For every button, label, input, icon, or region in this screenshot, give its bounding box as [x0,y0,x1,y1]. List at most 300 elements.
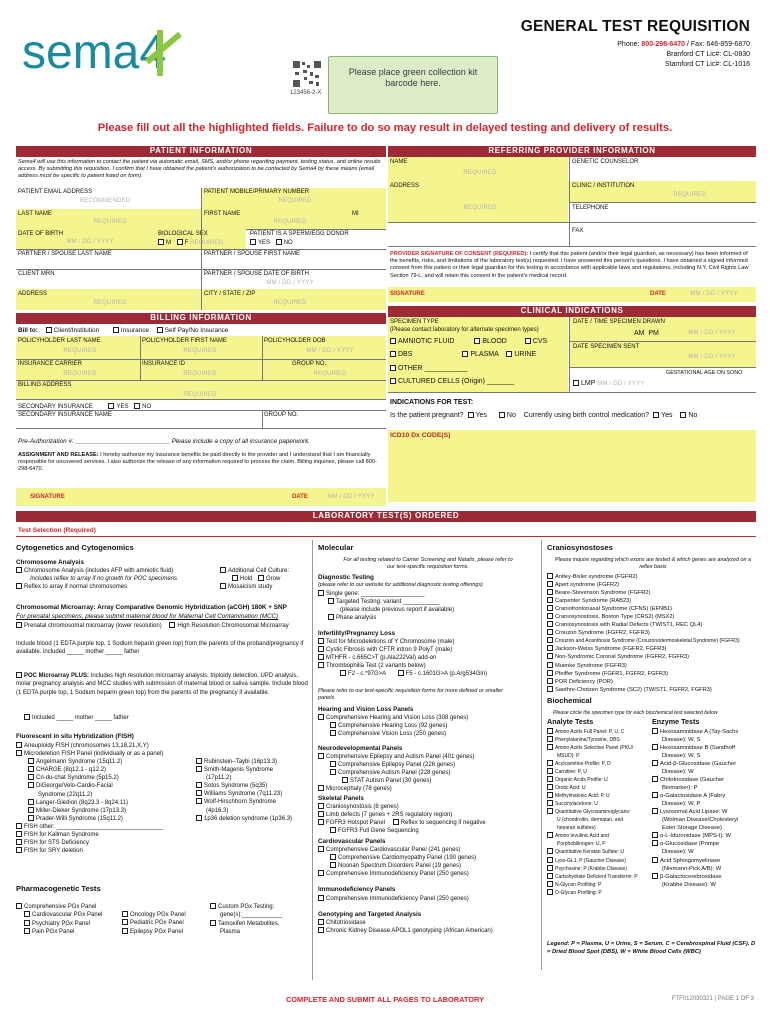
analyte-item [547,848,638,856]
analyte-label: Phenylalanine/Tyrosine, DBS [555,737,620,744]
birth-no-checkbox[interactable] [680,412,686,418]
lmp-checkbox[interactable] [573,380,579,386]
sk-checkbox[interactable] [318,803,324,809]
amniotic-checkbox[interactable] [390,338,396,344]
provider-address-label: ADDRESS [390,183,420,189]
nd-list [318,753,474,793]
infert-checkbox[interactable] [318,654,324,660]
analyte-checkbox[interactable] [547,848,553,854]
cultured-checkbox[interactable] [390,378,396,384]
enzyme-item [652,824,738,832]
analyte-item [547,776,638,784]
clinical-indications-header: CLINICAL INDICATIONS [388,306,756,317]
urine-checkbox[interactable] [506,351,512,357]
enzyme-label: (Niemann-Pick A/B): W [662,865,722,872]
preauth-line[interactable]: Pre-Authorization #: ___________________________ Please include a copy of all insurance paperwork. [18,438,310,445]
analyte-checkbox[interactable] [547,857,553,863]
analyte-label: O-Glycan Profiling: P [555,889,602,896]
patient-mobile-label: PATIENT MOBILE/PRIMARY NUMBER [204,189,310,195]
provider-name-field[interactable] [388,157,568,181]
f5: F5 - c.1601G>A (p.Arg534Gln) [405,671,488,677]
targeted-checkbox[interactable] [328,598,334,604]
secondary-no-checkbox[interactable] [134,403,140,409]
ca-checkbox[interactable] [16,567,22,573]
cv-checkbox[interactable] [318,846,324,852]
birth-yes-checkbox[interactable] [653,412,659,418]
cranio-checkbox[interactable] [547,629,553,635]
phase: Phase analysis [336,615,377,621]
analyte-item [547,736,638,744]
sex-m-checkbox[interactable] [158,239,164,245]
fish-checkbox[interactable] [196,758,202,764]
fish-checkbox[interactable] [196,782,202,788]
fax-number: / Fax: 646-859-6870 [686,41,750,48]
donor-options [250,239,293,247]
cma-high-checkbox[interactable] [169,622,175,628]
diagnostic-list [318,590,454,622]
fish-sts-checkbox[interactable] [16,839,22,845]
cv-item: Comprehensive Cardiovascular Panel (241 genes) [326,847,461,853]
sk-reflex-checkbox[interactable] [393,819,399,825]
donor-no-checkbox[interactable] [276,239,282,245]
cranio-checkbox[interactable] [547,597,553,603]
enzyme-checkbox[interactable] [652,792,658,798]
analyte-label: Organic Acids Profile: U [555,777,608,784]
form-code: FTF012030321 [671,996,713,1002]
provider-address-ph: REQUIRED [463,205,497,211]
cranio-item: Pfeiffer Syndrome (FGFR1, FGFR2, FGFR3) [555,670,669,677]
license-stamford: Stamford CT Lic#: CL-1016 [664,61,750,68]
infert-item: Thrombophilia Test (2 variants below) [326,663,426,669]
cranio-item: Crouzon Syndrome (FGFR2, FGFR3) [555,630,650,637]
poc-checkbox[interactable] [16,672,22,678]
enzyme-item [652,792,738,800]
enzyme-item [652,776,738,784]
molecular-title: Molecular [318,543,354,552]
analyte-label: Psychosine: P (Krabbe Disease) [555,865,627,872]
cranio-checkbox[interactable] [547,637,553,643]
pgx-genes[interactable]: gene(s):____________ [220,912,283,919]
pregnant-yes: Yes [475,412,487,419]
bill-selfpay-checkbox[interactable] [157,327,163,333]
highlight-banner: Please fill out all the highlighted fields. Failure to do so may result in delayed testing and delivery of results. [97,122,673,134]
nd-item: Microcephaly (78 genes) [326,786,392,792]
grow-checkbox[interactable] [258,575,264,581]
cranio-checkbox[interactable] [547,621,553,627]
hv-checkbox[interactable] [318,714,324,720]
cvs-label: CVS [532,338,548,345]
dbs-checkbox[interactable] [390,351,396,357]
cranio-checkbox[interactable] [547,613,553,619]
cranio-title: Craniosynostoses [547,543,613,552]
cranio-checkbox[interactable] [547,645,553,651]
cranio-checkbox[interactable] [547,678,553,684]
gt-checkbox[interactable] [318,927,324,933]
sex-label: BIOLOGICAL SEX [158,231,208,237]
analyte-item [547,784,638,792]
icd10-field[interactable] [388,430,756,502]
analyte-label: Quantitative Keratan Sulfate: U [555,849,624,856]
pregnant-no-checkbox[interactable] [499,412,505,418]
analyte-checkbox[interactable] [547,832,553,838]
hold-checkbox[interactable] [232,575,238,581]
fish-checkbox[interactable] [28,758,34,764]
analyte-label: Methylmalonic Acid: P, U [555,793,610,800]
enzyme-checkbox[interactable] [652,760,658,766]
blood-checkbox[interactable] [474,338,480,344]
pm-label[interactable]: PM [648,330,659,337]
pgx-item: Psychiatry PGx Panel [32,920,91,927]
enzyme-label: Hexosaminidase A (Tay-Sachs [660,729,739,735]
client-mrn-label: CLIENT MRN [18,271,55,277]
fish-sts: FISH for STS Deficiency [24,840,90,847]
secondary-name-label: SECONDARY INSURANCE NAME [18,412,112,418]
analyte-checkbox[interactable] [547,784,553,790]
analyte-checkbox[interactable] [547,792,553,798]
hv-item: Comprehensive Hearing Loss (92 genes) [338,723,448,729]
pgx-checkbox[interactable] [24,911,30,917]
analyte-checkbox[interactable] [547,881,553,887]
specimen-type-label: SPECIMEN TYPE [390,319,439,325]
lmp-label: LMP [581,380,596,387]
pgx-title: Pharmacogenetic Tests [16,884,101,893]
ca-reflex-checkbox[interactable] [16,583,22,589]
cranio-checkbox[interactable] [547,653,553,659]
fish-kallman-checkbox[interactable] [16,831,22,837]
sex-placeholder: REQUIRED [190,240,224,246]
other-checkbox[interactable] [390,365,396,371]
nd-checkbox[interactable] [342,777,348,783]
analyte-item [547,881,638,889]
genotyping-title: Genotyping and Targeted Analysis [318,911,422,918]
targeted: Targeted Testing: variant ___________ [336,599,440,605]
cv-checkbox[interactable] [330,862,336,868]
pregnancy-question [390,412,697,420]
sk-item: FGFR3 Full Gene Sequencing [338,828,419,834]
cranio-checkbox[interactable] [547,670,553,676]
targeted-note: (please include previous report if available) [340,607,455,613]
dob-label: DATE OF BIRTH [18,231,64,237]
fish-checkbox[interactable] [196,790,202,796]
analyte-label: Acylcarnitine Profile: P, D [555,761,611,768]
specimen-row-4 [390,378,514,386]
fish-title: Fluorescent in situ Hybridization (FISH) [16,733,134,740]
pgx-checkbox[interactable] [122,919,128,925]
enzyme-label: Disease): W, P [662,801,701,808]
enzyme-checkbox[interactable] [652,873,658,879]
billing-signature-label: SIGNATURE [30,494,65,500]
fish-item: Microdeletion FISH Panel (individually or as a panel) [24,751,164,758]
carrier-ph: REQUIRED [63,371,97,377]
collection-kit-box[interactable] [328,56,498,114]
insurance-id-ph: REQUIRED [183,371,217,377]
secondary-yes-checkbox[interactable] [108,403,114,409]
sk-item: Limb defects (7 genes + 2RS regulatory region) [326,812,453,818]
cranio-checkbox[interactable] [547,589,553,595]
pregnant-yes-checkbox[interactable] [468,412,474,418]
immuno-title: Immunodeficiency Panels [318,886,396,893]
city-label: CITY / STATE / ZIP [204,291,256,297]
hv-list [318,714,468,738]
pgx-item: Oncology PGx Panel [130,912,186,918]
address-label: ADDRESS [18,291,48,297]
cvs-checkbox[interactable] [525,338,531,344]
poc-text: Includes high resolution microarray analysis, triploidy detection, UPD analysis, molar pregnancy analysis and MCC studies with submission of maternal blood or saliva sample. Include blood (1 EDTA purple top, 1 Sodium heparin green top) from the parents of the pregnancy if available. [16,673,308,696]
analyte-checkbox[interactable] [547,744,553,750]
gt-item: Chronic Kidney Disease APOL1 genotyping (African American) [326,928,493,934]
genetic-counselor-label: GENETIC COUNSELOR [572,159,639,165]
specimen-row-2 [390,351,536,359]
enzyme-label: Ester Storage Disease) [662,825,722,832]
pgx-item: Pain PGx Panel [32,928,75,935]
cma-prenatal-checkbox[interactable] [16,622,22,628]
analyte-checkbox[interactable] [547,768,553,774]
analyte-label: Amino Acids Selective Panel (PKU/ [555,745,634,752]
imm-checkbox[interactable] [318,895,324,901]
pgx-custom-checkbox[interactable] [210,903,216,909]
provider-date-ph: MM / DD / YYYY [690,291,738,297]
donor-label: PATIENT IS A SPERM/EGG DONOR [250,231,349,237]
analyte-item [547,752,638,760]
enzyme-label: Acid-β-Glucosidase (Gaucher [660,761,737,768]
addl-culture-checkbox[interactable] [220,567,226,573]
pgx-tamoxifen: Tamoxifen Metabolites, [218,920,280,927]
pgx-checkbox[interactable] [122,911,128,917]
analyte-checkbox[interactable] [547,865,553,871]
patient-email-placeholder[interactable]: RECOMMENDED [79,198,131,204]
policyholder-dob-ph: MM / DD / YYYY [306,348,354,354]
am-label[interactable]: AM [634,330,645,337]
fish-item-cont: (17p11.2) [206,775,232,782]
imm-item: Comprehensive Immunodeficiency Panel (250 genes) [326,896,469,902]
enzyme-label: Disease): W, S [662,753,701,760]
f2-checkbox[interactable] [340,670,346,676]
enzyme-checkbox[interactable] [652,744,658,750]
logo-text: sema4 [22,26,167,79]
biochem-legend: Legend: P = Plasma, U = Urine, S = Serum, C = Cerebrospinal Fluid (CSF), D = Dried Blood Spot (DBS), W = White Blood Cells (WBC) [547,941,756,955]
doc-title: GENERAL TEST REQUISITION [520,18,750,35]
cranio-list [547,573,740,694]
license-branford: Branford CT Lic#: CL-0830 [666,51,750,58]
fish-checkbox[interactable] [16,750,22,756]
molecular-note: For all testing related to Carrier Screening and Natalis, please refer to our test-specific requisition forms. [343,557,513,570]
patient-email-label: PATIENT EMAIL ADDRESS [18,189,93,195]
fish-item: 1p36 deletion syndrome (1p36.3) [204,815,293,822]
ca-item: Chromosome Analysis (includes AFP with amniotic fluid) [24,568,174,574]
analyte-checkbox[interactable] [547,873,553,879]
fish-item: DiGeorge/Velo-Cardio-Facial [36,783,113,790]
fish-checkbox[interactable] [196,815,202,821]
analyte-list [547,728,638,897]
billing-address-ph: REQUIRED [183,392,217,398]
fish-checkbox[interactable] [196,798,202,804]
fish-item: CHARGE (8q12.1 - q12.2) [36,767,107,774]
nd-title: Neurodevelopmental Panels [318,745,403,752]
analyte-checkbox[interactable] [547,889,553,895]
last-name-label: LAST NAME [18,211,52,217]
fish-checkbox[interactable] [28,815,34,821]
gt-checkbox[interactable] [318,919,324,925]
cranio-item: Antley-Bixler syndrome (FGFR2) [555,574,638,580]
enzyme-label: α-Galactosidase A (Fabry [660,793,726,800]
nd-checkbox[interactable] [330,761,336,767]
pregnant-question: Is the patient pregnant? [390,412,464,419]
enzyme-label: Biomarker): P [662,785,698,792]
bill-client-checkbox[interactable] [46,327,52,333]
analyte-checkbox[interactable] [547,736,553,742]
cma-included: included [43,649,66,655]
clinic-label: CLINIC / INSTITUTION [572,183,635,189]
hold-label: Hold [240,576,253,583]
pgx-checkbox[interactable] [24,928,30,934]
hv-item: Comprehensive Vision Loss (250 genes) [338,731,446,737]
plasma-checkbox[interactable] [462,351,468,357]
footer-code: FTF012030321 | PAGE 1 OF 3 [671,996,754,1002]
enzyme-item [652,800,738,808]
fish-checkbox[interactable] [16,742,22,748]
cv-item: Noonan Spectrum Disorders Panel (19 genes) [338,863,462,869]
addl-culture-label: Additional Cell Culture: [228,568,290,574]
cranio-checkbox[interactable] [547,581,553,587]
sk-checkbox[interactable] [318,811,324,817]
enzyme-checkbox[interactable] [652,832,658,838]
analyte-checkbox[interactable] [547,776,553,782]
cv-checkbox[interactable] [330,854,336,860]
phase-checkbox[interactable] [328,614,334,620]
analyte-checkbox[interactable] [547,808,553,814]
hv-title: Hearing and Vision Loss Panels [318,706,414,713]
mosaicism-checkbox[interactable] [220,583,226,589]
cranio-item: Carpenter Syndrome (RAB23) [555,598,632,605]
date-sent-label: DATE SPECIMEN SENT [573,344,640,350]
analyte-label: heparan sulfates) [557,825,596,832]
analyte-label: Orotic Acid: U [555,785,586,792]
sk-item: FGFR3 Hotspot Panel [326,820,386,826]
biochemical-note: Please circle the specimen type for each biochemical test selected below [553,710,718,716]
fish-other-checkbox[interactable] [16,823,22,829]
blood-label: BLOOD [482,338,507,345]
poc-included [24,714,129,722]
enzyme-checkbox[interactable] [652,857,658,863]
analyte-label: Lyso-GL1, P (Gaucher Disease) [555,857,626,864]
pgx-checkbox[interactable] [24,920,30,926]
consent-body: I certify that this patient (and/or their legal guardian, as necessary) has been informed of the benefits, risks, and limitations of the laboratory test(s) requested. I have answered this person's questions. I have obtained a signed informed consent from this patient or their legal guardian for this testing in accordance with applicable laws and regulations, including N.Y. Civil Rights Law Section 79-L, and will retain this consent in the patient's medical record. [390,251,749,279]
mosaicism-label: Mosaicism study [228,584,273,591]
skeletal-list [318,803,486,835]
date-drawn-label: DATE / TIME SPECIMEN DRAWN [573,319,665,325]
f2: F2 - c.*97G>A [348,671,386,677]
assignment-release [18,452,380,474]
infert-checkbox[interactable] [318,646,324,652]
sk-checkbox[interactable] [330,827,336,833]
cranio-checkbox[interactable] [547,686,553,692]
cranio-checkbox[interactable] [547,605,553,611]
enzyme-item [652,840,738,848]
enzyme-item [652,760,738,768]
analyte-checkbox[interactable] [547,800,553,806]
fish-kallman: FISH for Kallman Syndrome [24,832,99,839]
sk-checkbox[interactable] [318,819,324,825]
nd-checkbox[interactable] [330,769,336,775]
fish-checkbox[interactable] [28,782,34,788]
single-gene-checkbox[interactable] [318,590,324,596]
fish-sry-checkbox[interactable] [16,847,22,853]
secondary-insurance-label: SECONDARY INSURANCE [18,404,93,410]
pgx-comp-checkbox[interactable] [16,903,22,909]
nd-item: Comprehensive Autism Panel (228 genes) [338,770,451,776]
enzyme-checkbox[interactable] [652,808,658,814]
infert-checkbox[interactable] [318,638,324,644]
fish-checkbox[interactable] [28,774,34,780]
f5-checkbox[interactable] [398,670,404,676]
fish-item: Angelmann Syndrome (15q11.2) [36,759,123,766]
cranio-item: Jackson-Weiss Syndrome (FGFR2, FGFR3) [555,646,667,653]
enzyme-checkbox[interactable] [652,776,658,782]
single-gene: Single gene: ___________________ [326,591,425,597]
secondary-group-label: GROUP NO. [264,412,299,418]
infert-item: Test for Microdeletions of Y Chromosome (male) [326,639,455,645]
analyte-item [547,808,638,816]
nd-item: Comprehensive Epilepsy Panel (226 genes) [338,762,456,768]
pgx-tamoxifen-checkbox[interactable] [210,920,216,926]
analyte-label: N-Glycan Profiling: P [555,881,602,888]
cardio-list [318,846,476,878]
cranio-checkbox[interactable] [547,662,553,668]
patient-info-header: PATIENT INFORMATION [16,146,386,157]
fish-checkbox[interactable] [196,766,202,772]
analyte-checkbox[interactable] [547,728,553,734]
gt-item: Chitotriosidase [326,920,366,926]
refer-note: Please refer to our test-specific requisition forms for more defined or smaller panels [318,688,503,701]
phone-number: 800-298-6470 [641,41,685,48]
sex-f-checkbox[interactable] [177,239,183,245]
pgx-comp: Comprehensive PGx Panel [24,904,97,910]
pgx-checkbox[interactable] [122,928,128,934]
partner-last-label: PARTNER / SPOUSE LAST NAME [18,251,112,257]
enzyme-item [652,784,738,792]
enzyme-checkbox[interactable] [652,728,658,734]
sk-reflex: Reflex to sequencing if negative [400,820,486,826]
cv-checkbox[interactable] [318,870,324,876]
infertility-title: Infertility/Pregnancy Loss [318,630,395,637]
enzyme-checkbox[interactable] [652,840,658,846]
infert-checkbox[interactable] [318,662,324,668]
hv-checkbox[interactable] [330,722,336,728]
pregnant-no: No [506,412,516,419]
analyte-item [547,873,638,881]
partner-first-label: PARTNER / SPOUSE FIRST NAME [204,251,301,257]
cranio-item: Craniosynostosis with Radial Defects (TWIST1, REC QL4) [555,622,703,629]
enzyme-item [652,865,738,873]
cma-high-label: High Resolution Chromosomal Microarray [177,623,289,629]
poc-included-checkbox[interactable] [24,714,30,720]
enzyme-list [652,728,738,889]
specimen-row-1 [390,338,547,346]
fish-checkbox[interactable] [28,766,34,772]
pgx-item: Pediatric PGx Panel [130,920,184,927]
enzyme-label: (Wolman Disease/Cholesteryl [662,817,739,824]
hv-checkbox[interactable] [330,730,336,736]
phone-label: Phone: [617,41,640,48]
donor-yes-checkbox[interactable] [250,239,256,245]
bill-insurance-checkbox[interactable] [113,327,119,333]
fish-checkbox[interactable] [28,799,34,805]
nd-checkbox[interactable] [318,753,324,759]
analyte-checkbox[interactable] [547,760,553,766]
nd-checkbox[interactable] [318,785,324,791]
fish-checkbox[interactable] [28,807,34,813]
cranio-checkbox[interactable] [547,573,553,579]
